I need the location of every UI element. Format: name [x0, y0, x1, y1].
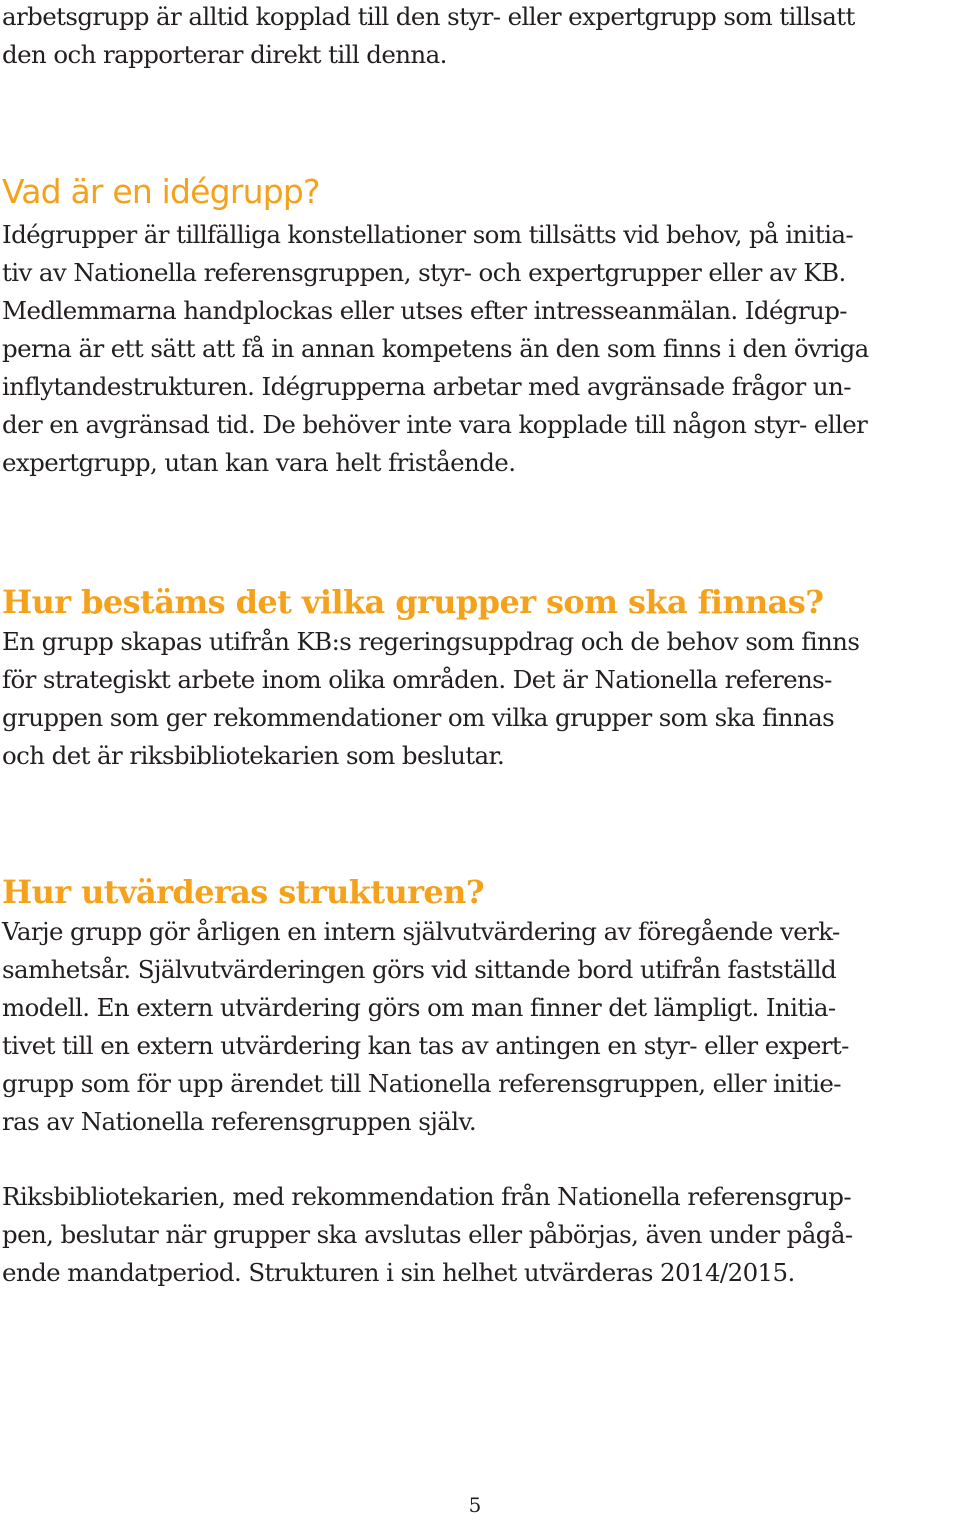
body-line: Varje grupp gör årligen en intern självutvärdering av föregående verk- — [2, 917, 840, 946]
body-line: för strategiskt arbete inom olika områden. Det är Nationella referens- — [2, 665, 832, 694]
body-line: Riksbibliotekarien, med rekommendation från Nationella referensgrup- — [2, 1182, 852, 1211]
page-number: 5 — [468, 1493, 482, 1517]
body-line: grupp som för upp ärendet till Nationella referensgruppen, eller initie- — [2, 1069, 841, 1098]
intro-line-2: den och rapporterar direkt till denna. — [2, 40, 447, 69]
body-line: gruppen som ger rekommendationer om vilka grupper som ska finnas — [2, 703, 835, 732]
body-line: der en avgränsad tid. De behöver inte vara kopplade till någon styr- eller — [2, 410, 868, 439]
body-line: perna är ett sätt att få in annan kompetens än den som finns i den övriga — [2, 334, 869, 363]
body-line: Medlemmarna handplockas eller utses efter intresseanmälan. Idégrup- — [2, 296, 847, 325]
body-line: expertgrupp, utan kan vara helt fristående. — [2, 448, 516, 477]
section-heading-utvardering: Hur utvärderas strukturen? — [2, 873, 484, 911]
body-line: samhetsår. Självutvärderingen görs vid sittande bord utifrån fastställd — [2, 955, 837, 984]
body-line: Idégrupper är tillfälliga konstellationer som tillsätts vid behov, på initia- — [2, 220, 854, 249]
section-heading-idegrupp: Vad är en idégrupp? — [2, 172, 320, 211]
intro-line-1: arbetsgrupp är alltid kopplad till den styr- eller expertgrupp som tillsatt — [2, 2, 855, 31]
body-line: En grupp skapas utifrån KB:s regeringsuppdrag och de behov som finns — [2, 627, 860, 656]
section-heading-grupper: Hur bestäms det vilka grupper som ska finnas? — [2, 583, 824, 621]
body-line: tiv av Nationella referensgruppen, styr- och expertgrupper eller av KB. — [2, 258, 846, 287]
body-line: och det är riksbibliotekarien som beslutar. — [2, 741, 505, 770]
body-line: ende mandatperiod. Strukturen i sin helhet utvärderas 2014/2015. — [2, 1258, 795, 1287]
body-line: pen, beslutar när grupper ska avslutas eller påbörjas, även under pågå- — [2, 1220, 853, 1249]
body-line: tivet till en extern utvärdering kan tas av antingen en styr- eller expert- — [2, 1031, 849, 1060]
body-line: modell. En extern utvärdering görs om man finner det lämpligt. Initia- — [2, 993, 836, 1022]
body-line: inflytandestrukturen. Idégrupperna arbetar med avgränsade frågor un- — [2, 372, 851, 401]
body-line: ras av Nationella referensgruppen själv. — [2, 1107, 477, 1136]
